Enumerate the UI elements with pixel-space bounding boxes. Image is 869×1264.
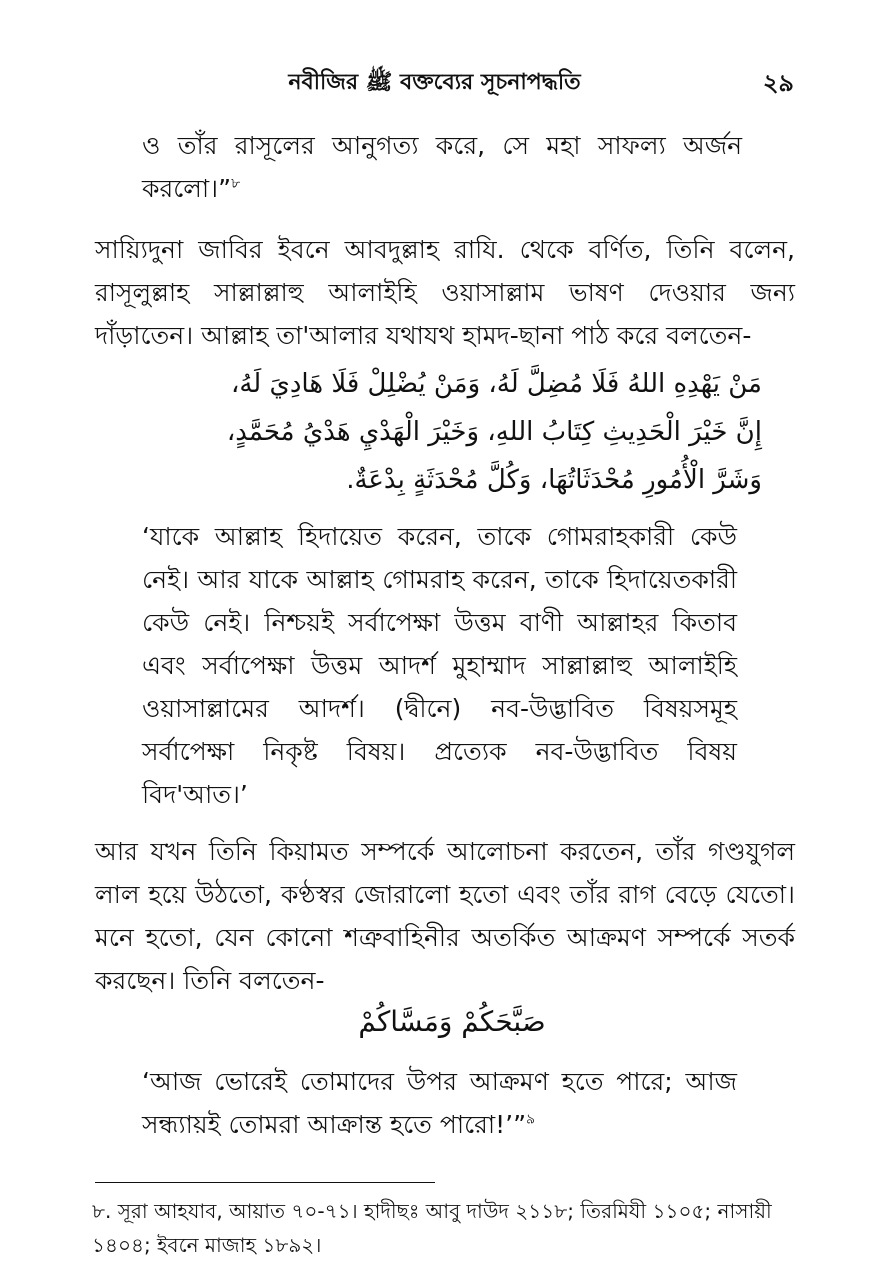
footnote-divider xyxy=(95,1182,435,1183)
footnote-reference: ৯ xyxy=(526,1111,536,1128)
arabic-line: إِنَّ خَيْرَ الْحَدِيثِ كِتَابُ اللهِ، وَخَيْرَ الْهَدْيِ هَدْيُ مُحَمَّدٍ، xyxy=(226,417,762,447)
paragraph-continuation xyxy=(142,124,742,210)
page-number: ২৯ xyxy=(762,69,794,97)
paragraph-text: ‘আজ ভোরেই তোমাদের উপর আক্রমণ হতে পারে; আজ সন্ধ্যায়ই তোমরা আক্রান্ত হতে পারো!’” xyxy=(142,1067,737,1139)
translation-paragraph: ‘যাকে আল্লাহ হিদায়েত করেন, তাকে গোমরাহকারী কেউ নেই। আর যাকে আল্লাহ গোমরাহ করেন, তাকে হিদায়েতকারী কেউ নেই। নিশ্চয়ই সর্বাপেক্ষা উত্তম বাণী আল্লাহর কিতাব এবং সর্বাপেক্ষা উত্তম আদর্শ মুহাম্মাদ সাল্লাল্লাহু আলাইহি ওয়াসাল্লামের আদর্শ। (দ্বীনে) নব-উদ্ভাবিত বিষয়সমূহ সর্বাপেক্ষা নিকৃষ্ট বিষয়। প্রত্যেক নব-উদ্ভাবিত বিষয় বিদ'আত।’ xyxy=(142,522,737,809)
paragraph-narration: সায়্যিদুনা জাবির ইবনে আবদুল্লাহ রাযি. থেকে বর্ণিত, তিনি বলেন, রাসূলুল্লাহ সাল্লাল্লাহু আলাইহি ওয়াসাল্লাম ভাষণ দেওয়ার জন্য দাঁড়াতেন। আল্লাহ তা'আলার যথাযথ হামদ-ছানা পাঠ করে বলতেন- xyxy=(95,235,795,350)
paragraph-qiyamah: আর যখন তিনি কিয়ামত সম্পর্কে আলোচনা করতেন, তাঁর গণ্ডযুগল লাল হয়ে উঠতো, কণ্ঠস্বর জোরালো হতো এবং তাঁর রাগ বেড়ে যেতো। মনে হতো, যেন কোনো শত্রুবাহিনীর অতর্কিত আক্রমণ সম্পর্কে সতর্ক করছেন। তিনি বলতেন- xyxy=(95,837,795,995)
footnote-reference: ৮ xyxy=(231,175,241,192)
footnote: ৮. সূরা আহযাব, আয়াত ৭০-৭১। হাদীছঃ আবু দাউদ ২১১৮; তিরমিযী ১১০৫; নাসায়ী ১৪০৪; ইবনে মাজাহ ১৮৯২। xyxy=(92,1199,772,1257)
arabic-short-quote: صَبَّحَكُمْ وَمَسَّاكُمْ xyxy=(358,1005,546,1038)
arabic-line: مَنْ يَهْدِهِ اللهُ فَلَا مُضِلَّ لَهُ، وَمَنْ يُضْلِلْ فَلَا هَادِيَ لَهُ، xyxy=(230,369,762,399)
arabic-line: وَشَرَّ الْأُمُورِ مُحْدَثَاتُهَا، وَكُلَّ مُحْدَثَةٍ بِدْعَةٌ. xyxy=(346,465,762,495)
translation-paragraph-2 xyxy=(142,1060,737,1146)
arabic-quote-block xyxy=(142,360,762,504)
running-header-title: নবীজির ﷺ বক্তব্যের সূচনাপদ্ধতি xyxy=(288,70,581,95)
paragraph-text: ও তাঁর রাসূলের আনুগত্য করে, সে মহা সাফল্য অর্জন করলো।” xyxy=(142,131,742,203)
